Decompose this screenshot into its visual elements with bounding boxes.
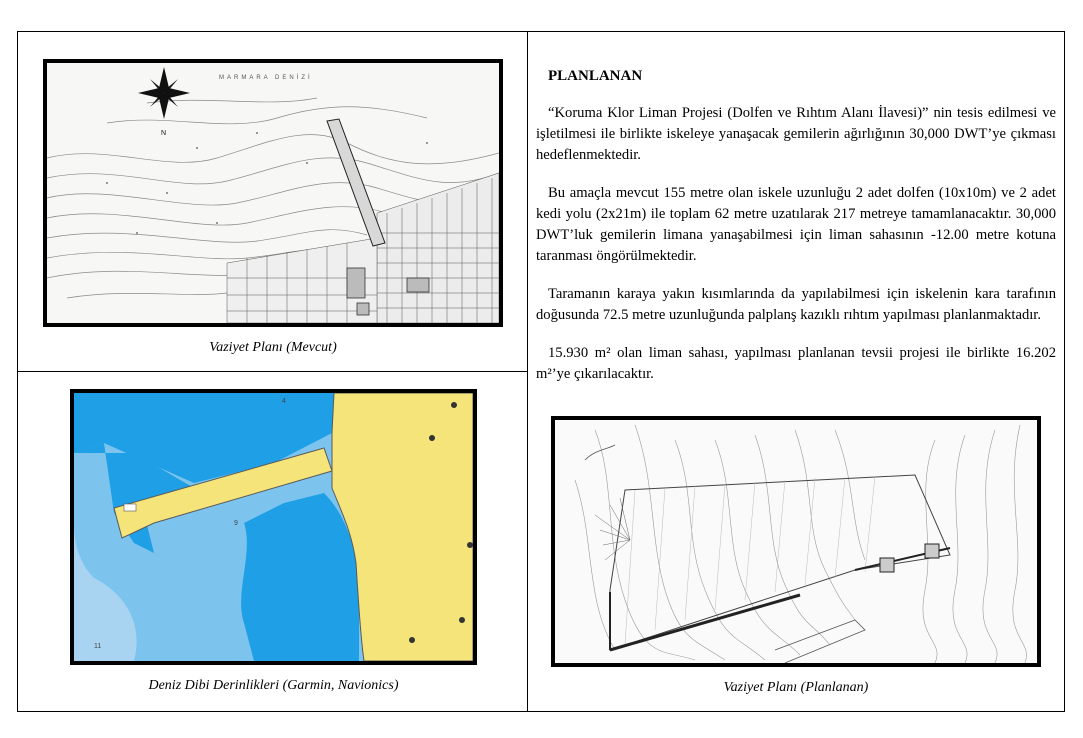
seabed-depths-map <box>74 393 473 661</box>
planned-plan-caption: Vaziyet Planı (Planlanan) <box>723 680 869 695</box>
planned-site-plan-drawing <box>555 420 1037 663</box>
paragraph-4: 15.930 m² olan liman sahası, yapılması planlanan tevsii projesi ile birlikte 16.202 m²’ye çıkarılacaktır. <box>536 345 1056 382</box>
paragraph-3: Taramanın karaya yakın kısımlarında da yapılabilmesi için iskelenin kara tarafının doğusunda 72.5 metre uzunluğunda palplanş kazıklı rıhtım yapılması planlanmaktadır. <box>536 286 1056 323</box>
existing-site-plan-figure <box>43 59 503 327</box>
planned-site-plan-figure <box>551 416 1041 667</box>
seabed-depths-figure <box>70 389 477 665</box>
paragraph-2: Bu amaçla mevcut 155 metre olan iskele uzunluğu 2 adet dolfen (10x10m) ve 2 adet kedi yolu (2x21m) ile toplam 62 metre uzatılarak 217 metreye tamamlanacaktır. 30,000 DWT’luk gemilerin limana yanaşabilmesi için liman sahasının -12.00 metre kotuna taranması öngörülmektedir. <box>536 185 1056 264</box>
svg-text:N: N <box>161 130 167 137</box>
sea-label: MARMARA DENİZİ <box>219 75 313 81</box>
row-divider <box>17 371 528 372</box>
svg-text:4: 4 <box>282 398 286 405</box>
planned-description <box>536 66 1056 402</box>
section-heading: PLANLANAN <box>548 68 643 84</box>
existing-site-plan-drawing <box>47 63 499 323</box>
svg-text:11: 11 <box>94 643 102 650</box>
svg-text:9: 9 <box>234 520 238 527</box>
seabed-depths-caption: Deniz Dibi Derinlikleri (Garmin, Navionics) <box>148 678 399 693</box>
paragraph-1: “Koruma Klor Liman Projesi (Dolfen ve Rıhtım Alanı İlavesi)” nin tesis edilmesi ve işletilmesi ile birlikte iskeleye yanaşacak gemilerin ağırlığının 30,000 DWT’ye çıkması hedeflenmektedir. <box>536 105 1056 163</box>
existing-plan-caption: Vaziyet Planı (Mevcut) <box>209 340 337 355</box>
